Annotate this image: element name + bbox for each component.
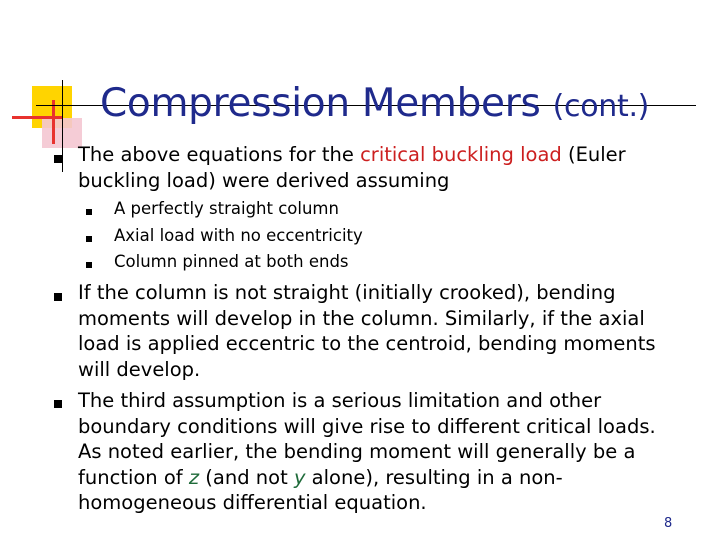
- sub-bullet-2: Axial load with no eccentricity: [114, 226, 363, 245]
- bullet-1-line-2: buckling load) were derived assuming: [78, 168, 450, 192]
- bullet-3-line-3: As noted earlier, the bending moment will generally be a: [78, 440, 636, 463]
- bullet-2-line-2: moments will develop in the column. Similarly, if the axial: [78, 306, 645, 330]
- sub-bullet-square-icon: [86, 236, 92, 242]
- critical-buckling-load-highlight: critical buckling load: [360, 143, 562, 166]
- bullet-3-text: [78, 388, 656, 516]
- title-suffix: (cont.): [552, 89, 650, 124]
- variable-y: y: [293, 465, 306, 489]
- decor-red-vertical-line: [52, 100, 55, 144]
- line4-mid: (and not: [199, 465, 294, 489]
- bullet-square-icon: [54, 293, 62, 301]
- variable-z: z: [188, 465, 200, 489]
- line4-post: alone), resulting in a non-: [305, 465, 563, 489]
- bullet-3-line-2: boundary conditions will give rise to different critical loads.: [78, 414, 656, 438]
- bullet-1-pre: The above equations for the: [78, 143, 361, 166]
- bullet-square-icon: [54, 155, 62, 163]
- decor-vertical-rule: [62, 80, 63, 172]
- bullet-3-line-1: The third assumption is a serious limitation and other: [78, 389, 602, 412]
- bullet-2-text: [78, 280, 656, 382]
- sub-bullet-square-icon: [86, 209, 92, 215]
- slide-title: [100, 81, 650, 126]
- bullet-1-post: (Euler: [561, 143, 626, 166]
- bullet-3-line-5: homogeneous differential equation.: [78, 491, 427, 514]
- sub-bullet-square-icon: [86, 262, 92, 268]
- sub-bullet-3: Column pinned at both ends: [114, 252, 349, 271]
- line4-pre: function of: [78, 465, 189, 489]
- title-main: Compression Members: [100, 81, 541, 126]
- bullet-2-line-3: load is applied eccentric to the centroid, bending moments: [78, 332, 656, 355]
- bullet-1-line-1: [78, 142, 626, 168]
- bullet-2-line-1: If the column is not straight (initially crooked), bending: [78, 281, 616, 304]
- bullet-3-line-4: [78, 465, 656, 491]
- bullet-2-line-4: will develop.: [78, 357, 201, 381]
- page-number: 8: [664, 516, 673, 531]
- bullet-square-icon: [54, 400, 62, 408]
- sub-bullet-1: A perfectly straight column: [114, 199, 339, 218]
- bullet-1-text: [78, 142, 626, 193]
